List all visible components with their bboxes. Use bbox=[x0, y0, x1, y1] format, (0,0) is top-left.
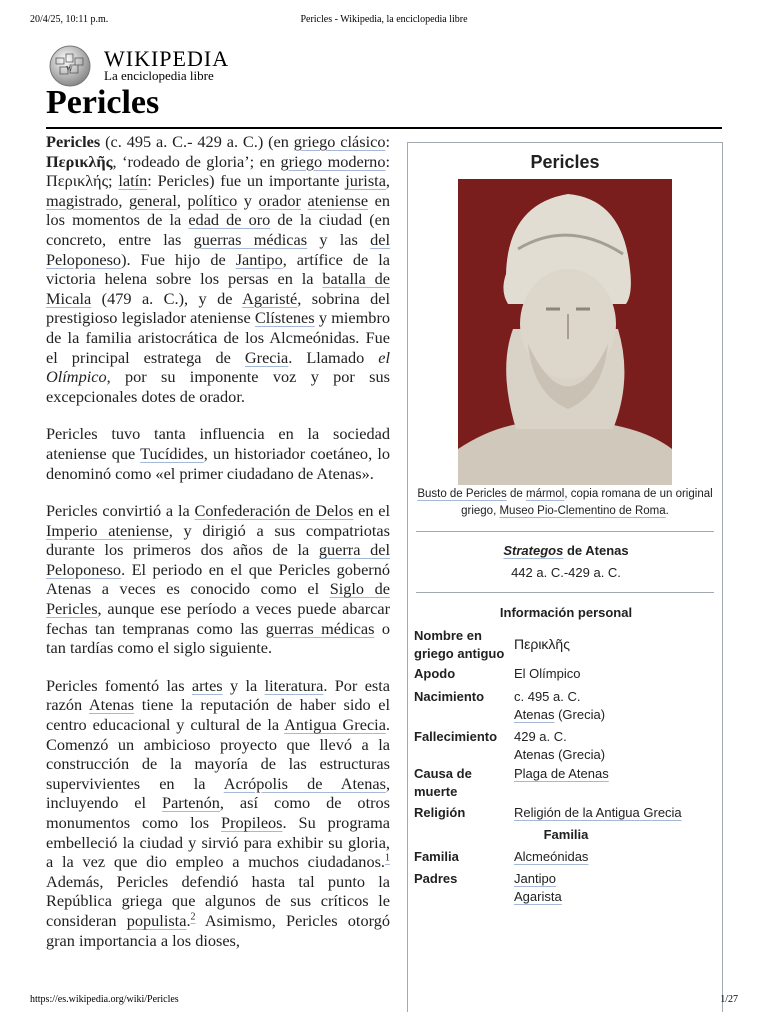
article-link[interactable]: mármol bbox=[526, 488, 565, 500]
text-run: . bbox=[665, 505, 669, 517]
text-run: y la bbox=[222, 675, 265, 695]
infobox-row bbox=[414, 804, 714, 822]
article-link[interactable]: del Peloponeso bbox=[46, 229, 391, 269]
infobox-label: Nacimiento bbox=[414, 689, 485, 704]
infobox-value bbox=[514, 765, 714, 801]
office-title bbox=[408, 543, 724, 558]
article-link[interactable]: griego moderno bbox=[280, 151, 386, 171]
text-run: , así como de otros monumentos como los bbox=[46, 793, 390, 832]
text-run: Pericles convirtió a la bbox=[46, 501, 195, 521]
text-run: (c. 495 a. C.- 429 a. C.) (en bbox=[100, 132, 294, 151]
text-run: Atenas (Grecia) bbox=[514, 747, 606, 762]
infobox bbox=[407, 142, 723, 1012]
article-link[interactable]: Acrópolis de Atenas bbox=[223, 773, 386, 793]
infobox-label: Religión bbox=[414, 805, 466, 820]
article-link[interactable]: artes bbox=[191, 675, 223, 695]
article-link[interactable]: Agarista bbox=[514, 889, 562, 904]
article-link[interactable]: Siglo de Pericles bbox=[46, 579, 390, 619]
infobox-value bbox=[514, 728, 714, 764]
footnote-ref[interactable]: 1 bbox=[385, 852, 390, 864]
article-link[interactable]: Propileos bbox=[221, 813, 283, 832]
text-run: de la ciudad (en concreto, entre las bbox=[46, 210, 391, 249]
paragraph bbox=[46, 501, 390, 658]
article-link[interactable]: latín bbox=[118, 171, 148, 191]
infobox-row bbox=[414, 765, 714, 801]
article-link[interactable]: Jantipo bbox=[514, 871, 556, 886]
article-link[interactable]: Museo Pio-Clementino de Roma bbox=[499, 505, 666, 517]
wikipedia-tagline: La enciclopedia libre bbox=[104, 68, 214, 83]
text-run: Περικλῆς bbox=[46, 151, 113, 171]
article-link[interactable]: ateniense bbox=[307, 190, 369, 210]
divider bbox=[416, 592, 714, 593]
text-run: , y dirigió a sus compatriotas durante los primeros dos años de la bbox=[46, 520, 390, 560]
article-link[interactable]: Busto de Pericles bbox=[417, 488, 507, 500]
article-link[interactable]: Plaga de Atenas bbox=[514, 766, 609, 781]
article-link[interactable]: Clístenes bbox=[254, 308, 315, 328]
infobox-label: Fallecimiento bbox=[414, 729, 498, 744]
text-run: . Por esta razón bbox=[46, 675, 391, 715]
article-link[interactable]: Grecia bbox=[244, 347, 289, 367]
office-place: de Atenas bbox=[563, 543, 629, 558]
article-link[interactable]: Atenas bbox=[514, 707, 555, 722]
text-run: . Llamado bbox=[288, 347, 379, 367]
text-run: , ‘rodeado de gloria’; en bbox=[112, 151, 281, 171]
infobox-value bbox=[514, 804, 714, 822]
article-link[interactable]: griego clásico bbox=[293, 132, 386, 151]
image-caption bbox=[412, 486, 718, 520]
print-page-number: 1/27 bbox=[720, 994, 738, 1005]
svg-text:W: W bbox=[66, 65, 73, 73]
infobox-value bbox=[514, 627, 714, 663]
infobox-value bbox=[514, 870, 714, 906]
title-divider bbox=[46, 127, 722, 129]
text-run: , aunque ese período a veces puede abarcar fechas tan tempranas como las bbox=[46, 599, 390, 638]
text-run: Περικλῆς bbox=[514, 636, 570, 652]
text-run: Asimismo, Pericles otorgó gran importancia a los dioses, bbox=[46, 910, 390, 950]
article-link[interactable]: guerras médicas bbox=[265, 618, 375, 638]
article-link[interactable]: Atenas bbox=[88, 695, 135, 715]
text-run: Pericles bbox=[46, 132, 101, 151]
pericles-bust-image[interactable] bbox=[458, 179, 672, 485]
article-link[interactable]: general bbox=[128, 190, 177, 210]
article-link[interactable]: Confederación de Delos bbox=[194, 501, 354, 521]
text-run: , bbox=[118, 190, 129, 210]
text-run: . Comenzó un ambicioso proyecto que llevó a la construcción de la mayoría de las estructuras supervivientes en la bbox=[46, 715, 390, 793]
article-link[interactable]: Tucídides bbox=[140, 443, 204, 463]
infobox-row bbox=[414, 848, 714, 866]
text-run: en los momentos de la bbox=[46, 190, 391, 230]
text-run: : bbox=[385, 132, 391, 151]
article-body bbox=[46, 132, 390, 968]
infobox-label: Causa de muerte bbox=[414, 766, 472, 799]
article-link[interactable]: Antigua Grecia bbox=[284, 715, 386, 735]
article-link[interactable]: literatura bbox=[264, 675, 324, 695]
article-link[interactable]: Jantipo bbox=[235, 249, 283, 269]
strategos-link[interactable]: Strategos bbox=[503, 543, 564, 558]
infobox-row bbox=[414, 870, 714, 906]
text-run: Pericles fomentó las bbox=[46, 675, 192, 695]
article-link[interactable]: jurista bbox=[345, 171, 386, 191]
divider bbox=[416, 531, 714, 532]
office-dates: 442 a. C.-429 a. C. bbox=[511, 565, 621, 580]
text-run: : Περικλής; bbox=[46, 151, 390, 191]
article-link[interactable]: orador bbox=[258, 190, 301, 210]
text-run: , copia romana de un original griego, bbox=[461, 488, 713, 517]
text-run: o tan tardías como el siglo siguiente. bbox=[46, 618, 391, 658]
infobox-label: Nombre en griego antiguo bbox=[414, 628, 505, 661]
text-run: . El periodo en el que Pericles gobernó Atenas a veces es conocido como el bbox=[46, 559, 390, 599]
section-personal-info: Información personal bbox=[499, 605, 633, 620]
infobox-label: Familia bbox=[414, 849, 459, 864]
infobox-value bbox=[514, 848, 714, 866]
article-link[interactable]: Partenón bbox=[162, 793, 220, 813]
infobox-label: Apodo bbox=[414, 666, 456, 681]
infobox-title: Pericles bbox=[530, 152, 600, 172]
article-link[interactable]: batalla de Micala bbox=[46, 269, 391, 308]
text-run: . bbox=[186, 910, 191, 930]
print-timestamp: 20/4/25, 10:11 p.m. bbox=[30, 14, 109, 25]
text-run: , incluyendo el bbox=[46, 773, 391, 813]
article-link[interactable]: Agaristé bbox=[242, 288, 298, 308]
text-run: y miembro de la familia aristocrática de los Alcmeónidas. Fue el principal estratega de bbox=[46, 308, 391, 367]
infobox-row bbox=[414, 627, 714, 663]
text-run: : Pericles) fue un importante bbox=[147, 171, 346, 191]
footnote-ref[interactable]: 2 bbox=[190, 911, 196, 923]
text-run: tiene la reputación de haber sido el centro educacional y cultural de la bbox=[46, 695, 390, 735]
infobox-label: Padres bbox=[414, 871, 458, 886]
text-run: El Olímpico bbox=[514, 666, 581, 681]
page-title: Pericles bbox=[46, 84, 160, 121]
text-run: , bbox=[385, 171, 390, 191]
text-run: . Su programa embelleció la ciudad y sirvió para exhibir su gloria, a la vez que dio empleo a muchos ciudadanos. bbox=[46, 813, 390, 872]
article-link[interactable]: Alcmeónidas bbox=[514, 849, 589, 864]
infobox-row bbox=[414, 665, 714, 683]
text-run: c. 495 a. C. bbox=[514, 689, 581, 704]
text-run: el Olímpico bbox=[46, 347, 390, 387]
article-link[interactable]: Religión de la Antigua Grecia bbox=[514, 805, 682, 820]
text-run: y bbox=[237, 190, 259, 210]
text-run: ). Fue hijo de bbox=[121, 249, 236, 269]
paragraph bbox=[46, 676, 390, 950]
text-run: , bbox=[176, 190, 188, 210]
article-link[interactable]: guerra del Peloponeso bbox=[46, 540, 390, 579]
infobox-value bbox=[514, 665, 714, 683]
text-run: , artífice de la victoria helena sobre los persas en la bbox=[46, 249, 390, 289]
infobox-value bbox=[514, 688, 714, 724]
print-page-title: Pericles - Wikipedia, la enciclopedia libre bbox=[300, 14, 468, 25]
article-link[interactable]: Imperio ateniense bbox=[46, 520, 169, 540]
text-run: de bbox=[506, 488, 526, 500]
text-run: , por su imponente voz y por sus excepcionales dotes de orador. bbox=[46, 367, 390, 406]
text-run: en el bbox=[353, 501, 391, 521]
article-link[interactable]: político bbox=[187, 190, 238, 210]
section-family: Familia bbox=[543, 827, 589, 842]
text-run: (479 a. C.), y de bbox=[91, 288, 243, 308]
paragraph bbox=[46, 132, 390, 406]
article-link[interactable]: magistrado bbox=[46, 190, 119, 210]
text-run: 429 a. C. bbox=[514, 729, 567, 744]
text-run: (Grecia) bbox=[554, 707, 606, 722]
article-link[interactable]: edad de oro bbox=[188, 210, 271, 230]
wikipedia-wordmark: WIKIPEDIA bbox=[104, 46, 230, 71]
wikipedia-globe-logo[interactable] bbox=[46, 44, 94, 88]
text-run: Pericles tuvo tanta influencia en la sociedad ateniense que bbox=[46, 424, 390, 463]
infobox-row bbox=[414, 728, 714, 764]
paragraph bbox=[46, 424, 390, 483]
infobox-row bbox=[414, 688, 714, 724]
article-link[interactable]: populista bbox=[126, 910, 187, 930]
article-link[interactable]: guerras médicas bbox=[193, 229, 308, 249]
print-url: https://es.wikipedia.org/wiki/Pericles bbox=[30, 994, 179, 1005]
text-run: Además, Pericles defendió hasta tal punto la República griega que algunos de sus críticos le consideran bbox=[46, 871, 390, 930]
text-run: y las bbox=[307, 229, 371, 249]
text-run: , sobrina del prestigioso legislador ateniense bbox=[46, 288, 391, 328]
text-run: , un historiador coetáneo, lo denominó como «el primer ciudadano de Atenas». bbox=[46, 443, 390, 483]
